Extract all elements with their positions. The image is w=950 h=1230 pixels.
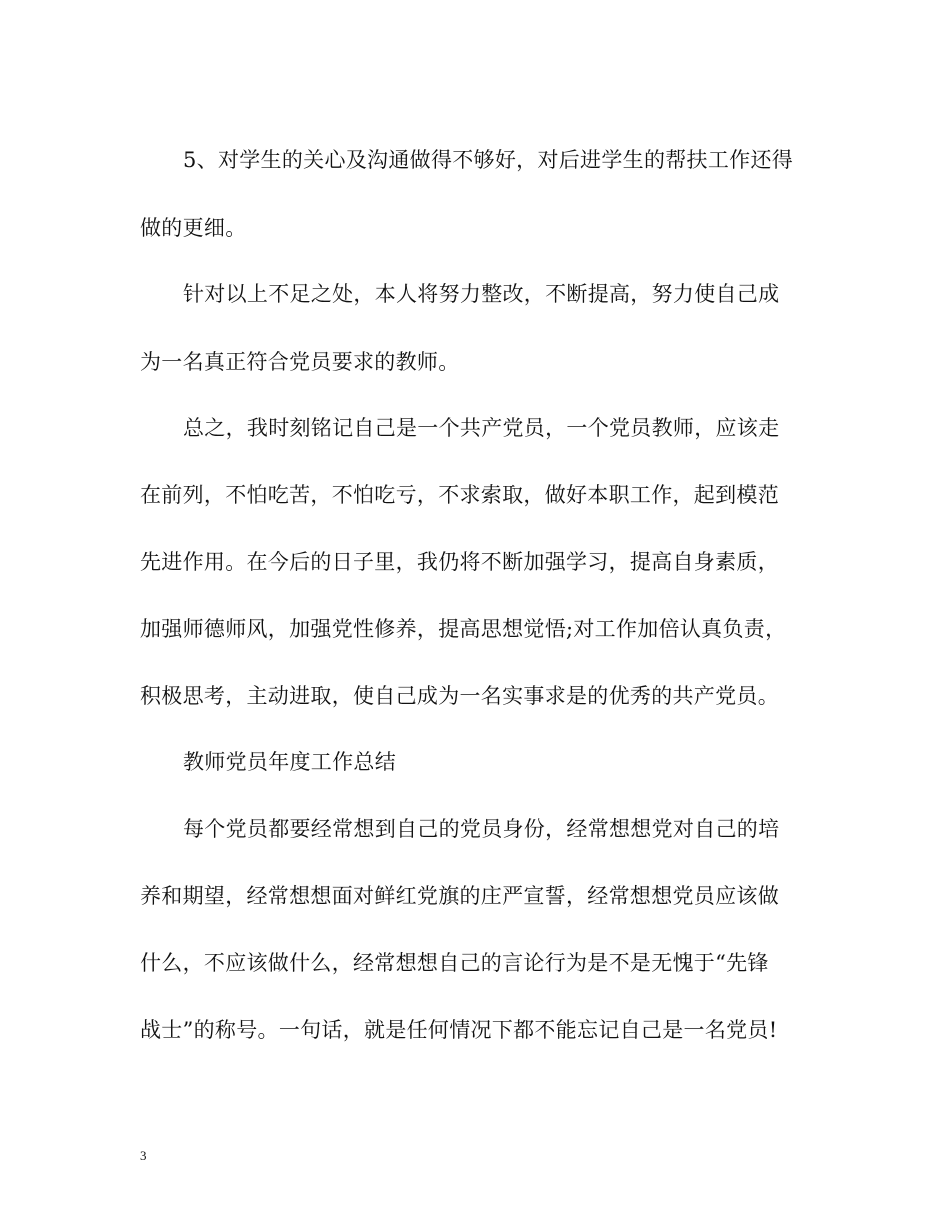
page-number: 3 [140,1148,147,1163]
paragraph-line: 什么，不应该做什么，经常想想自己的言论行为是不是无愧于“先锋 [140,951,769,975]
paragraph-line: 加强师德师风，加强党性修养，提高思想觉悟;对工作加倍认真负责， [140,617,787,641]
paragraph-line: 在前列，不怕吃苦，不怕吃亏，不求索取，做好本职工作，起到模范 [140,483,779,507]
paragraph-line: 针对以上不足之处，本人将努力整改，不断提高，努力使自己成 [183,282,780,306]
paragraph-line: 养和期望，经常想想面对鲜红党旗的庄严宣誓，经常想想党员应该做 [140,884,779,908]
paragraph-line: 每个党员都要经常想到自己的党员身份，经常想想党对自己的培 [183,817,780,841]
paragraph-line: 5、对学生的关心及沟通做得不够好，对后进学生的帮扶工作还得 [183,148,794,172]
paragraph-line: 先进作用。在今后的日子里，我仍将不断加强学习，提高自身素质， [140,550,779,574]
paragraph-line: 总之，我时刻铭记自己是一个共产党员，一个党员教师，应该走 [183,416,780,440]
paragraph-line: 为一名真正符合党员要求的教师。 [140,350,460,374]
paragraph-line: 战士”的称号。一句话，就是任何情况下都不能忘记自己是一名党员! [140,1018,778,1042]
paragraph-line: 积极思考，主动进取，使自己成为一名实事求是的优秀的共产党员。 [140,684,779,708]
paragraph-line: 做的更细。 [140,216,247,240]
section-heading: 教师党员年度工作总结 [183,750,396,774]
